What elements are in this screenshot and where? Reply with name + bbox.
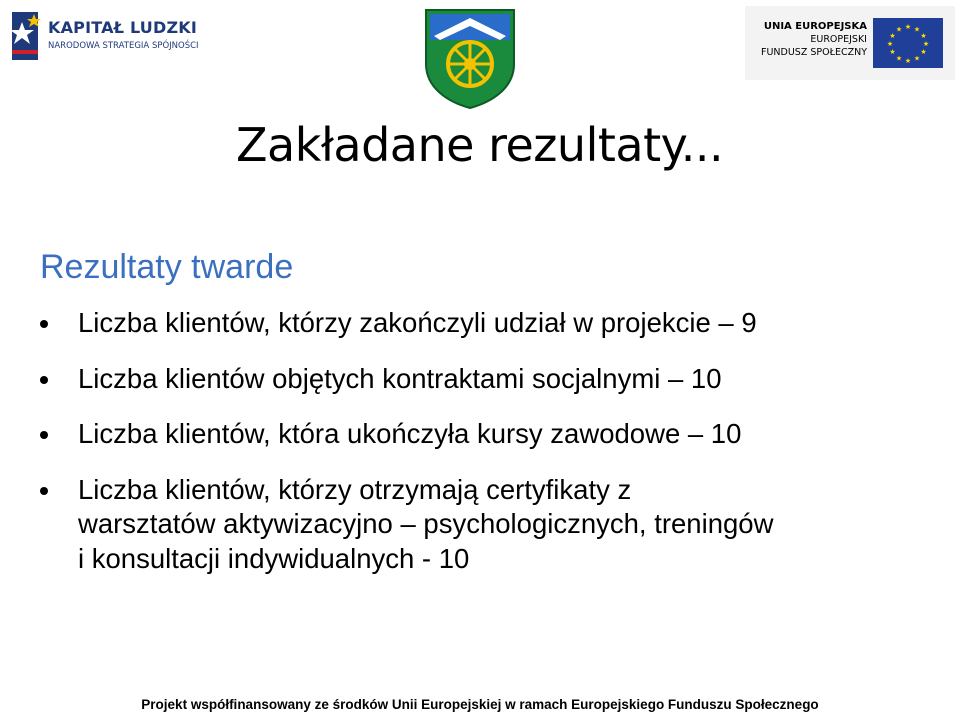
svg-text:★: ★ — [904, 23, 912, 31]
bullet-icon — [40, 320, 48, 328]
bullet-icon — [40, 431, 48, 439]
coat-of-arms-icon — [420, 6, 520, 110]
svg-text:★: ★ — [913, 25, 921, 34]
slide-subtitle: Rezultaty twarde — [40, 248, 294, 286]
kapital-ludzki-star-icon — [8, 10, 44, 62]
list-item — [0, 473, 960, 577]
list-item-text-line2: warsztatów aktywizacyjno – psychologicznych, treningów — [78, 508, 774, 539]
list-item-text-line1: Liczba klientów, którzy otrzymają certyfikaty z — [78, 473, 632, 505]
list-item-text: Liczba klientów objętych kontraktami socjalnymi – 10 — [78, 362, 722, 394]
svg-text:★: ★ — [889, 32, 896, 40]
eu-logo-line2: EUROPEJSKI — [810, 34, 867, 45]
svg-text:★: ★ — [922, 40, 930, 48]
kapital-ludzki-title: KAPITAŁ LUDZKI — [48, 18, 198, 37]
svg-text:★: ★ — [913, 54, 921, 63]
list-item — [0, 362, 960, 397]
footer-note: Projekt współfinansowany ze środków Unii Europejskiej w ramach Europejskiego Funduszu Społecznego — [141, 697, 819, 712]
svg-text:★: ★ — [904, 57, 912, 65]
eu-flag-icon — [873, 18, 943, 68]
list-item-text-line3: i konsultacji indywidualnych - 10 — [78, 542, 470, 574]
svg-text:★: ★ — [895, 54, 903, 63]
bullet-icon — [40, 487, 48, 495]
list-item-text: Liczba klientów, którzy zakończyli udział w projekcie – 9 — [78, 307, 757, 338]
svg-text:★: ★ — [895, 25, 903, 34]
results-list — [0, 306, 960, 597]
kapital-ludzki-subtitle: NARODOWA STRATEGIA SPÓJNOŚCI — [48, 41, 199, 51]
kapital-ludzki-logo — [8, 8, 208, 64]
eu-logo-line3: FUNDUSZ SPOŁECZNY — [761, 47, 867, 58]
svg-text:★: ★ — [886, 40, 894, 48]
list-item — [0, 306, 960, 341]
eu-logo-line1: UNIA EUROPEJSKA — [763, 21, 867, 32]
svg-text:★: ★ — [920, 32, 927, 40]
eu-logo-text — [761, 20, 867, 59]
list-item-text: Liczba klientów, która ukończyła kursy zawodowe – 10 — [78, 418, 742, 449]
bullet-icon — [40, 376, 48, 384]
svg-text:★: ★ — [920, 48, 927, 56]
slide-title: Zakładane rezultaty... — [236, 118, 724, 172]
eu-fund-logo — [745, 6, 955, 80]
list-item — [0, 417, 960, 452]
svg-text:★: ★ — [889, 48, 896, 56]
